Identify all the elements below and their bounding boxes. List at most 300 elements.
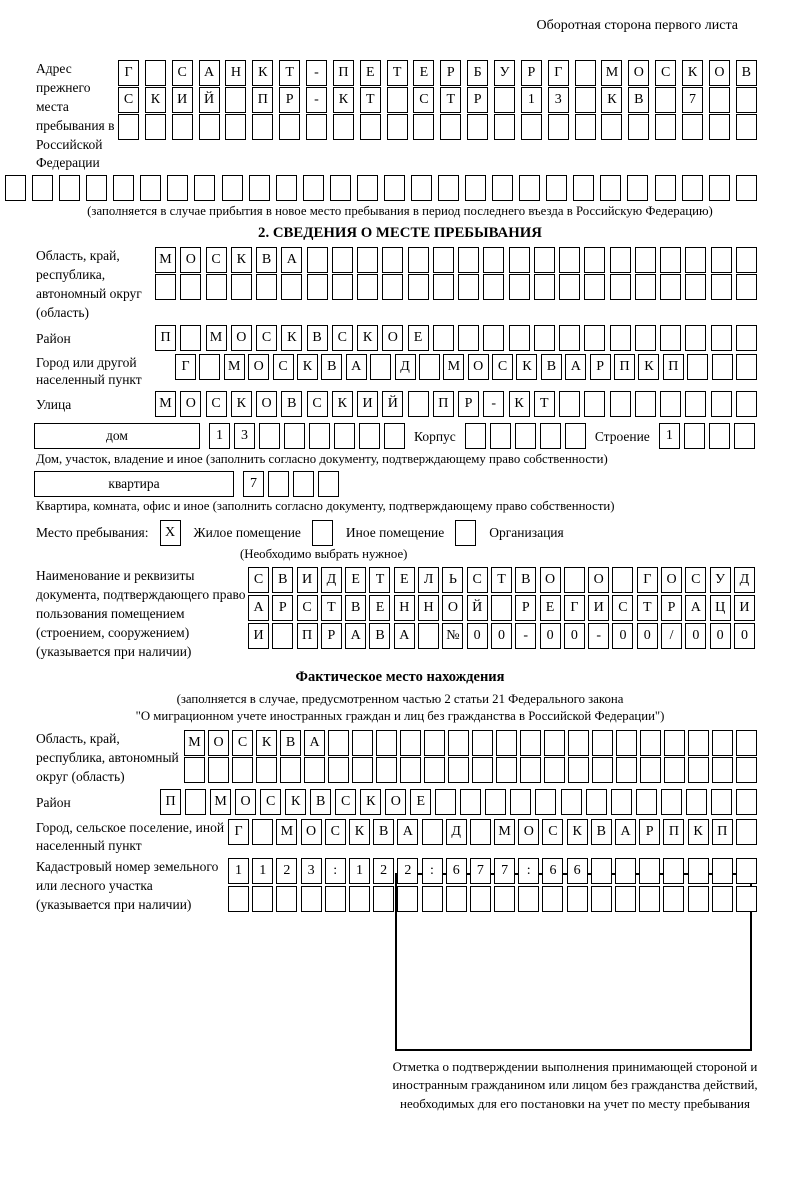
char-cell[interactable]: 1 [521, 87, 542, 113]
char-cell[interactable] [559, 247, 580, 273]
char-cell[interactable] [360, 114, 381, 140]
char-cell[interactable]: К [360, 789, 381, 815]
char-cell[interactable]: Е [410, 789, 431, 815]
char-cell[interactable] [684, 423, 705, 449]
char-cell[interactable]: 3 [548, 87, 569, 113]
char-cell[interactable] [510, 789, 531, 815]
char-cell[interactable]: К [297, 354, 318, 380]
char-cell[interactable]: Р [467, 87, 488, 113]
char-cell[interactable]: М [443, 354, 464, 380]
char-cell[interactable] [408, 247, 429, 273]
char-cell[interactable] [565, 423, 586, 449]
char-cell[interactable] [615, 886, 636, 912]
char-cell[interactable]: 1 [228, 858, 249, 884]
char-cell[interactable]: С [492, 354, 513, 380]
char-cell[interactable]: И [172, 87, 193, 113]
char-cell[interactable]: В [515, 567, 536, 593]
char-cell[interactable] [145, 114, 166, 140]
char-cell[interactable] [490, 423, 511, 449]
char-cell[interactable]: К [231, 247, 252, 273]
char-cell[interactable] [433, 247, 454, 273]
char-cell[interactable] [325, 886, 346, 912]
char-cell[interactable]: О [180, 247, 201, 273]
char-cell[interactable] [458, 325, 479, 351]
char-cell[interactable]: В [369, 623, 390, 649]
char-cell[interactable] [591, 858, 612, 884]
char-cell[interactable]: 0 [467, 623, 488, 649]
char-cell[interactable] [712, 757, 733, 783]
char-cell[interactable]: Н [225, 60, 246, 86]
char-cell[interactable] [509, 274, 530, 300]
char-cell[interactable] [736, 886, 757, 912]
char-cell[interactable] [208, 757, 229, 783]
char-cell[interactable]: Е [413, 60, 434, 86]
char-cell[interactable]: : [518, 858, 539, 884]
char-cell[interactable] [535, 789, 556, 815]
char-cell[interactable] [334, 423, 355, 449]
char-cell[interactable] [397, 886, 418, 912]
char-cell[interactable]: О [180, 391, 201, 417]
char-cell[interactable] [616, 757, 637, 783]
char-cell[interactable]: - [306, 87, 327, 113]
char-cell[interactable] [424, 757, 445, 783]
char-cell[interactable] [256, 757, 277, 783]
char-cell[interactable] [303, 175, 324, 201]
char-cell[interactable] [635, 325, 656, 351]
char-cell[interactable]: - [306, 60, 327, 86]
char-cell[interactable] [685, 325, 706, 351]
char-cell[interactable]: О [248, 354, 269, 380]
char-cell[interactable] [561, 789, 582, 815]
char-cell[interactable]: С [325, 819, 346, 845]
char-cell[interactable]: Г [175, 354, 196, 380]
char-cell[interactable] [655, 175, 676, 201]
char-cell[interactable] [433, 274, 454, 300]
char-cell[interactable]: К [601, 87, 622, 113]
char-cell[interactable] [460, 789, 481, 815]
char-cell[interactable]: Т [637, 595, 658, 621]
char-cell[interactable] [304, 757, 325, 783]
char-cell[interactable]: К [638, 354, 659, 380]
char-cell[interactable] [318, 471, 339, 497]
char-cell[interactable] [559, 391, 580, 417]
char-cell[interactable] [660, 247, 681, 273]
char-cell[interactable] [559, 325, 580, 351]
char-cell[interactable]: К [231, 391, 252, 417]
char-cell[interactable] [636, 789, 657, 815]
char-cell[interactable]: М [155, 247, 176, 273]
char-cell[interactable]: 0 [685, 623, 706, 649]
char-cell[interactable]: О [235, 789, 256, 815]
char-cell[interactable] [387, 114, 408, 140]
char-cell[interactable] [268, 471, 289, 497]
char-cell[interactable]: С [273, 354, 294, 380]
char-cell[interactable] [734, 423, 755, 449]
char-cell[interactable] [736, 175, 757, 201]
char-cell[interactable] [655, 114, 676, 140]
char-cell[interactable]: В [628, 87, 649, 113]
char-cell[interactable] [184, 757, 205, 783]
char-cell[interactable] [333, 114, 354, 140]
char-cell[interactable] [687, 354, 708, 380]
char-cell[interactable] [440, 114, 461, 140]
char-cell[interactable] [601, 114, 622, 140]
char-cell[interactable]: В [321, 354, 342, 380]
char-cell[interactable]: В [345, 595, 366, 621]
char-cell[interactable] [548, 114, 569, 140]
char-cell[interactable]: 6 [446, 858, 467, 884]
char-cell[interactable] [509, 325, 530, 351]
char-cell[interactable] [540, 423, 561, 449]
char-cell[interactable] [736, 730, 757, 756]
char-cell[interactable] [231, 274, 252, 300]
char-cell[interactable] [736, 247, 757, 273]
char-cell[interactable] [384, 423, 405, 449]
char-cell[interactable]: Т [369, 567, 390, 593]
char-cell[interactable] [249, 175, 270, 201]
char-cell[interactable]: В [541, 354, 562, 380]
char-cell[interactable]: К [682, 60, 703, 86]
char-cell[interactable]: О [540, 567, 561, 593]
char-cell[interactable] [180, 325, 201, 351]
char-cell[interactable] [736, 114, 757, 140]
char-cell[interactable] [639, 886, 660, 912]
char-cell[interactable]: К [145, 87, 166, 113]
char-cell[interactable]: С [467, 567, 488, 593]
char-cell[interactable]: М [494, 819, 515, 845]
char-cell[interactable] [5, 175, 26, 201]
char-cell[interactable]: В [307, 325, 328, 351]
char-cell[interactable]: С [260, 789, 281, 815]
char-cell[interactable] [252, 886, 273, 912]
char-cell[interactable] [422, 819, 443, 845]
char-cell[interactable]: П [712, 819, 733, 845]
char-cell[interactable]: А [685, 595, 706, 621]
char-cell[interactable] [306, 114, 327, 140]
char-cell[interactable]: Е [369, 595, 390, 621]
char-cell[interactable] [225, 87, 246, 113]
char-cell[interactable]: 3 [234, 423, 255, 449]
char-cell[interactable] [458, 247, 479, 273]
char-cell[interactable]: Р [590, 354, 611, 380]
char-cell[interactable] [610, 391, 631, 417]
char-cell[interactable] [472, 730, 493, 756]
char-cell[interactable]: : [325, 858, 346, 884]
char-cell[interactable] [382, 247, 403, 273]
char-cell[interactable] [575, 87, 596, 113]
char-cell[interactable] [359, 423, 380, 449]
char-cell[interactable] [384, 175, 405, 201]
char-cell[interactable] [660, 274, 681, 300]
char-cell[interactable]: 1 [252, 858, 273, 884]
char-cell[interactable] [199, 114, 220, 140]
char-cell[interactable]: М [276, 819, 297, 845]
char-cell[interactable] [736, 354, 757, 380]
char-cell[interactable]: П [160, 789, 181, 815]
char-cell[interactable]: 2 [276, 858, 297, 884]
char-cell[interactable]: Й [382, 391, 403, 417]
char-cell[interactable] [435, 789, 456, 815]
char-cell[interactable]: С [685, 567, 706, 593]
char-cell[interactable] [736, 789, 757, 815]
char-cell[interactable] [711, 789, 732, 815]
char-cell[interactable] [520, 757, 541, 783]
char-cell[interactable]: А [565, 354, 586, 380]
char-cell[interactable] [712, 858, 733, 884]
stay-type-checkbox-organization[interactable] [455, 520, 476, 546]
char-cell[interactable] [332, 274, 353, 300]
char-cell[interactable] [307, 274, 328, 300]
char-cell[interactable] [664, 730, 685, 756]
char-cell[interactable]: Е [408, 325, 429, 351]
char-cell[interactable]: М [155, 391, 176, 417]
char-cell[interactable]: С [335, 789, 356, 815]
char-cell[interactable] [172, 114, 193, 140]
char-cell[interactable] [483, 247, 504, 273]
char-cell[interactable]: С [655, 60, 676, 86]
char-cell[interactable]: И [248, 623, 269, 649]
char-cell[interactable] [494, 87, 515, 113]
char-cell[interactable]: Д [734, 567, 755, 593]
char-cell[interactable] [252, 819, 273, 845]
char-cell[interactable] [59, 175, 80, 201]
char-cell[interactable] [411, 175, 432, 201]
char-cell[interactable]: К [509, 391, 530, 417]
char-cell[interactable]: С [297, 595, 318, 621]
char-cell[interactable] [140, 175, 161, 201]
char-cell[interactable] [736, 757, 757, 783]
char-cell[interactable]: - [588, 623, 609, 649]
char-cell[interactable] [736, 858, 757, 884]
char-cell[interactable]: К [567, 819, 588, 845]
char-cell[interactable] [610, 274, 631, 300]
char-cell[interactable] [544, 757, 565, 783]
char-cell[interactable]: Р [440, 60, 461, 86]
char-cell[interactable]: Р [458, 391, 479, 417]
char-cell[interactable] [628, 114, 649, 140]
char-cell[interactable] [660, 391, 681, 417]
char-cell[interactable]: О [628, 60, 649, 86]
char-cell[interactable]: О [385, 789, 406, 815]
char-cell[interactable]: В [591, 819, 612, 845]
char-cell[interactable] [640, 730, 661, 756]
char-cell[interactable]: - [483, 391, 504, 417]
char-cell[interactable]: П [663, 354, 684, 380]
char-cell[interactable]: Л [418, 567, 439, 593]
char-cell[interactable]: 3 [301, 858, 322, 884]
char-cell[interactable] [615, 858, 636, 884]
char-cell[interactable] [113, 175, 134, 201]
char-cell[interactable] [228, 886, 249, 912]
char-cell[interactable]: 6 [542, 858, 563, 884]
char-cell[interactable] [660, 325, 681, 351]
char-cell[interactable] [736, 274, 757, 300]
char-cell[interactable]: : [422, 858, 443, 884]
char-cell[interactable] [118, 114, 139, 140]
char-cell[interactable] [627, 175, 648, 201]
char-cell[interactable] [491, 595, 512, 621]
char-cell[interactable] [591, 886, 612, 912]
char-cell[interactable] [635, 247, 656, 273]
char-cell[interactable]: К [688, 819, 709, 845]
char-cell[interactable]: Д [446, 819, 467, 845]
char-cell[interactable]: Т [279, 60, 300, 86]
char-cell[interactable] [387, 87, 408, 113]
char-cell[interactable] [509, 247, 530, 273]
char-cell[interactable]: - [515, 623, 536, 649]
char-cell[interactable]: Н [394, 595, 415, 621]
char-cell[interactable]: О [709, 60, 730, 86]
char-cell[interactable]: 0 [491, 623, 512, 649]
char-cell[interactable] [222, 175, 243, 201]
char-cell[interactable] [276, 886, 297, 912]
char-cell[interactable] [145, 60, 166, 86]
char-cell[interactable]: 7 [470, 858, 491, 884]
char-cell[interactable] [86, 175, 107, 201]
char-cell[interactable] [252, 114, 273, 140]
char-cell[interactable]: О [208, 730, 229, 756]
char-cell[interactable]: / [661, 623, 682, 649]
char-cell[interactable]: П [297, 623, 318, 649]
char-cell[interactable] [357, 247, 378, 273]
char-cell[interactable] [544, 730, 565, 756]
char-cell[interactable] [328, 730, 349, 756]
char-cell[interactable] [688, 730, 709, 756]
char-cell[interactable]: М [206, 325, 227, 351]
char-cell[interactable] [688, 757, 709, 783]
char-cell[interactable] [600, 175, 621, 201]
char-cell[interactable] [349, 886, 370, 912]
char-cell[interactable] [520, 730, 541, 756]
char-cell[interactable] [485, 789, 506, 815]
char-cell[interactable] [307, 247, 328, 273]
char-cell[interactable] [564, 567, 585, 593]
char-cell[interactable]: А [304, 730, 325, 756]
char-cell[interactable]: Р [521, 60, 542, 86]
char-cell[interactable] [446, 886, 467, 912]
char-cell[interactable] [284, 423, 305, 449]
char-cell[interactable]: Р [321, 623, 342, 649]
char-cell[interactable]: Ц [710, 595, 731, 621]
char-cell[interactable]: Е [540, 595, 561, 621]
char-cell[interactable]: 0 [710, 623, 731, 649]
char-cell[interactable] [470, 886, 491, 912]
char-cell[interactable]: 0 [734, 623, 755, 649]
char-cell[interactable]: Г [564, 595, 585, 621]
char-cell[interactable]: 0 [612, 623, 633, 649]
char-cell[interactable] [483, 325, 504, 351]
char-cell[interactable]: О [661, 567, 682, 593]
char-cell[interactable]: 6 [567, 858, 588, 884]
char-cell[interactable]: К [332, 391, 353, 417]
char-cell[interactable]: О [256, 391, 277, 417]
char-cell[interactable] [272, 623, 293, 649]
char-cell[interactable]: О [382, 325, 403, 351]
char-cell[interactable]: Ь [442, 567, 463, 593]
char-cell[interactable] [376, 757, 397, 783]
char-cell[interactable]: О [518, 819, 539, 845]
char-cell[interactable]: Е [360, 60, 381, 86]
char-cell[interactable] [610, 325, 631, 351]
char-cell[interactable]: С [206, 247, 227, 273]
char-cell[interactable]: С [248, 567, 269, 593]
char-cell[interactable] [573, 175, 594, 201]
stay-type-checkbox-residential[interactable]: X [160, 520, 181, 546]
char-cell[interactable]: 1 [349, 858, 370, 884]
char-cell[interactable]: П [333, 60, 354, 86]
char-cell[interactable] [418, 623, 439, 649]
char-cell[interactable] [709, 423, 730, 449]
char-cell[interactable] [408, 274, 429, 300]
char-cell[interactable] [685, 391, 706, 417]
char-cell[interactable]: С [413, 87, 434, 113]
char-cell[interactable] [709, 87, 730, 113]
char-cell[interactable]: У [494, 60, 515, 86]
char-cell[interactable]: П [614, 354, 635, 380]
char-cell[interactable] [686, 789, 707, 815]
char-cell[interactable] [640, 757, 661, 783]
char-cell[interactable] [373, 886, 394, 912]
char-cell[interactable] [567, 886, 588, 912]
char-cell[interactable]: 7 [243, 471, 264, 497]
char-cell[interactable] [301, 886, 322, 912]
char-cell[interactable] [167, 175, 188, 201]
char-cell[interactable]: Р [272, 595, 293, 621]
char-cell[interactable]: А [397, 819, 418, 845]
char-cell[interactable] [534, 325, 555, 351]
char-cell[interactable]: К [285, 789, 306, 815]
char-cell[interactable] [467, 114, 488, 140]
char-cell[interactable]: Т [321, 595, 342, 621]
char-cell[interactable]: И [357, 391, 378, 417]
char-cell[interactable] [259, 423, 280, 449]
char-cell[interactable] [293, 471, 314, 497]
char-cell[interactable]: Г [118, 60, 139, 86]
char-cell[interactable] [575, 60, 596, 86]
char-cell[interactable]: 0 [637, 623, 658, 649]
char-cell[interactable]: Й [467, 595, 488, 621]
char-cell[interactable] [408, 391, 429, 417]
char-cell[interactable] [661, 789, 682, 815]
char-cell[interactable]: А [199, 60, 220, 86]
char-cell[interactable]: Т [440, 87, 461, 113]
char-cell[interactable]: 2 [397, 858, 418, 884]
char-cell[interactable]: К [349, 819, 370, 845]
char-cell[interactable]: А [248, 595, 269, 621]
char-cell[interactable] [332, 247, 353, 273]
char-cell[interactable]: С [206, 391, 227, 417]
char-cell[interactable] [688, 858, 709, 884]
char-cell[interactable] [568, 730, 589, 756]
char-cell[interactable]: А [394, 623, 415, 649]
char-cell[interactable]: 1 [659, 423, 680, 449]
char-cell[interactable]: С [256, 325, 277, 351]
char-cell[interactable]: П [663, 819, 684, 845]
char-cell[interactable]: В [736, 60, 757, 86]
char-cell[interactable] [194, 175, 215, 201]
char-cell[interactable] [711, 274, 732, 300]
char-cell[interactable] [534, 247, 555, 273]
char-cell[interactable] [370, 354, 391, 380]
char-cell[interactable] [685, 247, 706, 273]
char-cell[interactable]: 1 [209, 423, 230, 449]
char-cell[interactable]: У [710, 567, 731, 593]
char-cell[interactable]: Р [515, 595, 536, 621]
char-cell[interactable] [496, 757, 517, 783]
char-cell[interactable] [352, 730, 373, 756]
char-cell[interactable] [688, 886, 709, 912]
char-cell[interactable] [465, 175, 486, 201]
